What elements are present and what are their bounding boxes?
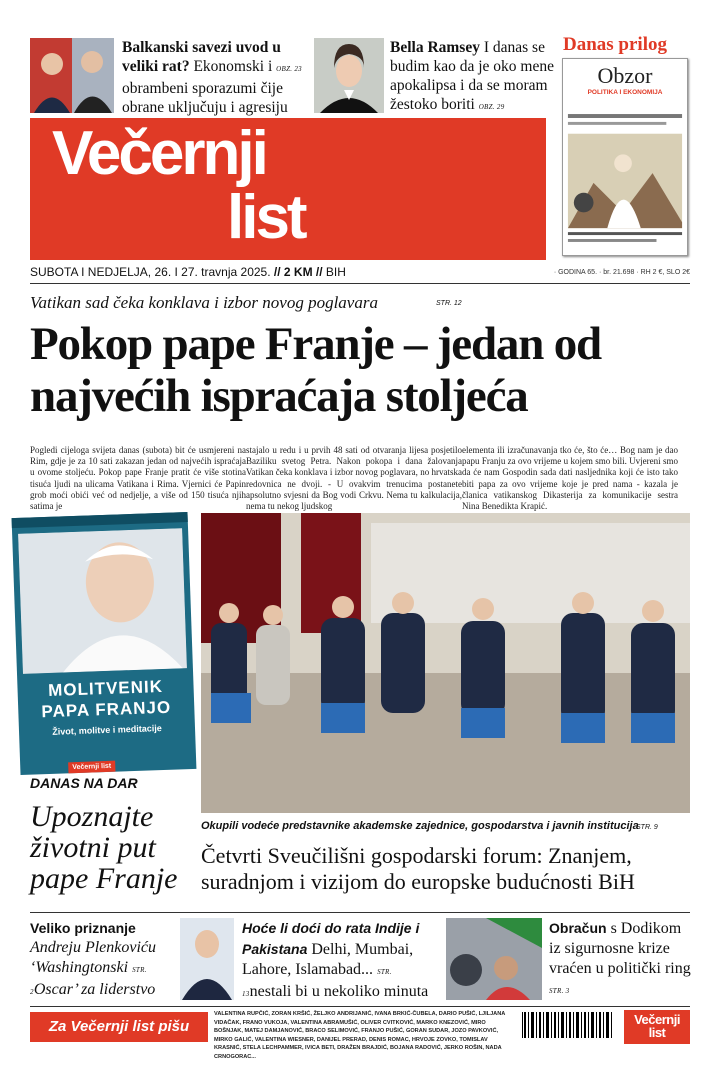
page-ref: OBZ. 23: [276, 65, 302, 73]
footer-logo[interactable]: [624, 1010, 690, 1044]
footer-logo-line2: list: [648, 1025, 666, 1040]
teaser-plenkovic[interactable]: [30, 918, 180, 1002]
contributors-label: Za Večernji list pišu: [30, 1012, 208, 1042]
teaser-balkan-alliances[interactable]: [122, 38, 308, 117]
teaser-bold: Obračun: [549, 920, 607, 936]
supplement-illustration: [564, 103, 686, 253]
page-ref: STR. 13: [242, 968, 392, 998]
lead-column-1: Pogledi cijeloga svijeta danas (subota) bit će usmjereni na Rim, gdje je za 10 sati zakazan jedan od najvećih ispraćaja u ovome stoljeću. Pokop pape Franje pratit će više stotina tisuća ljudi na ulicama Vatikana i Rima. Vjernici će Papin grob moći obići već od nedjelje, a više od 150 tisuća njih satima je: [30, 445, 246, 512]
book-subtitle: Život, molitve i meditacije: [52, 723, 162, 737]
plenkovic-photo[interactable]: [180, 918, 234, 1000]
politicians-photo: [30, 38, 114, 113]
divider: [30, 912, 690, 913]
forum-caption: Okupili vodeće predstavnike akademske zajednice, gospodarstva i javnih institucija: [201, 820, 639, 832]
teaser-bold: Hoće li doći do rata Indije i Pakistana: [242, 920, 420, 957]
lead-column-3: elementa ili izračunavanja tko će, što će… Bog nam je dao papu Franju za ovo vrijeme u kojem smo bili. Uvjereni smo da će nam Gospodin sada dati nasljednika koji će isto tako biti papa za ovo vrijeme koje je pred nama - kazala je članica vatikanskog Dikasterija za komunikacije sestra Nina Benedikta Krapić.: [462, 445, 678, 512]
teaser-text: nestali bi u nekoliko minuta: [249, 983, 429, 1000]
contributors-list: VALENTINA RUPČIĆ, ZORAN KRŠIĆ, ŽELJKO ANDRIJANIĆ, IVANA BRKIĆ-ČUBELA, DARIO PUŠIĆ, LJILJANA VIDAČAK, FRANO VUKOJA, VALENTINA ABRAMUŠIĆ, OLIVER CVITKOVIĆ, MARKO KNEZOVIĆ, MIRO BOŠNJAK, MATEJ DAMJANOVIĆ, BRACO SELIMOVIĆ, FRANJO PUŠIĆ, GORAN SUDAR, JOZO PAVKOVIĆ, MIRKO GALIĆ, VALENTINA WIESNER, DANIJEL PRERAD, DENIS ROMAC, HRVOJE ZOVKO, TOMISLAV KRASNIĆ, STELA LECHPAMMER, IVICA BETI, DRAŽEN BRAJDIĆ, BOJANA RADOVIĆ, JERKO ROŠIN, NADA CRNOGORAC...: [214, 1011, 506, 1060]
book-brand: Večernji list: [68, 761, 115, 774]
issue-info: · GODINA 65. · br. 21.698 · RH 2 €, SLO 2€: [553, 269, 690, 276]
supplement-label: Danas prilog: [563, 34, 667, 55]
teaser-india-pakistan[interactable]: [242, 918, 440, 1004]
bella-ramsey-photo: [314, 38, 384, 113]
supplement-cover[interactable]: [562, 58, 688, 256]
barcode: [520, 1010, 616, 1044]
teaser-text: Delhi, Mumbai, Lahore, Islamabad...: [242, 941, 414, 978]
india-pakistan-photo[interactable]: [446, 918, 542, 1000]
book-title-line1: MOLITVENIK: [47, 676, 164, 700]
forum-headline[interactable]: Četvrti Sveučilišni gospodarski forum: Znanjem, suradnjom i vizijom do europske budućnosti BiH: [201, 843, 635, 894]
edition: BIH: [325, 265, 346, 279]
date: SUBOTA I NEDJELJA, 26. I 27. travnja 2025.: [30, 265, 271, 279]
conference-audience-image: [201, 513, 690, 813]
teaser-1-photo[interactable]: [30, 38, 114, 113]
lead-page-ref: STR. 12: [436, 300, 462, 307]
supplement-subtitle: POLITIKA I EKONOMIJA: [587, 89, 663, 96]
teaser-bold: Veliko priznanje: [30, 920, 136, 936]
teaser-dodik[interactable]: [549, 918, 691, 1001]
forum-photo[interactable]: [201, 513, 690, 813]
teaser-bella-ramsey[interactable]: [390, 38, 555, 117]
teaser-text: politički ring: [607, 960, 691, 977]
teaser-text: I danas se budim kao da je oko mene apokalipsa i da se moram žestoko boriti: [390, 39, 554, 113]
lead-headline[interactable]: Pokop pape Franje – jedan od najvećih ispraćaja stoljeća: [30, 318, 601, 422]
book-title-line2: PAPA FRANJO: [41, 697, 172, 722]
lead-column-2: stajalo u redu i u prvih 48 sati od otvaranja lijesa posjetilo Baziliku svetog Petra. Nakon pokopa i dana žalovanja Vatikan čeka konklava i izbor novog poglavara, no hrvatska redovnica ne dvoji. - U ovakvim trenucima postanete apsolutno svjesni da Bog vodi Crkvu. Nema tu kalkulacija, nema tu nekog ljudskog: [246, 445, 462, 512]
teaser-bold: Balkanski savezi uvod u veliki rat?: [122, 39, 281, 75]
page-ref: OBZ. 29: [478, 103, 505, 111]
footer-logo-line1: Večernji: [634, 1012, 680, 1027]
dateline: [30, 265, 346, 279]
protest-image: [446, 918, 542, 1000]
masthead-logo-line2: list: [227, 183, 305, 252]
page-ref: STR. 2: [30, 966, 147, 996]
teaser-text: s Dodikom iz sigurnosne krize vraćen u: [549, 920, 682, 977]
teaser-2-photo[interactable]: [314, 38, 384, 113]
pope-image: [18, 528, 187, 674]
page-ref: STR. 3: [549, 987, 570, 995]
teaser-text: Oscar’ za liderstvo: [33, 981, 156, 998]
pope-portrait: [18, 528, 187, 674]
lead-kicker: Vatikan sad čeka konklava i izbor novog poglavara: [30, 293, 378, 312]
gift-tagline[interactable]: Upoznajte životni put pape Franje: [30, 800, 178, 895]
price: // 2 KM //: [270, 265, 326, 279]
teaser-bold: Bella Ramsey: [390, 39, 480, 56]
plenkovic-image: [180, 918, 234, 1000]
teaser-text: Andreju Plenkoviću ‘Washingtonski: [30, 939, 157, 976]
divider: [30, 1006, 690, 1007]
book-promo[interactable]: [12, 512, 197, 775]
divider: [30, 283, 690, 284]
masthead-logo-line1: Večernji: [52, 119, 266, 188]
supplement-title: Obzor: [597, 63, 653, 88]
gift-label: DANAS NA DAR: [30, 775, 138, 791]
forum-page-ref: STR. 9: [636, 824, 658, 831]
teaser-text: obrambeni sporazumi čije obrane uključuju i agresiju: [122, 80, 288, 116]
teaser-text: Ekonomski i: [189, 58, 277, 75]
